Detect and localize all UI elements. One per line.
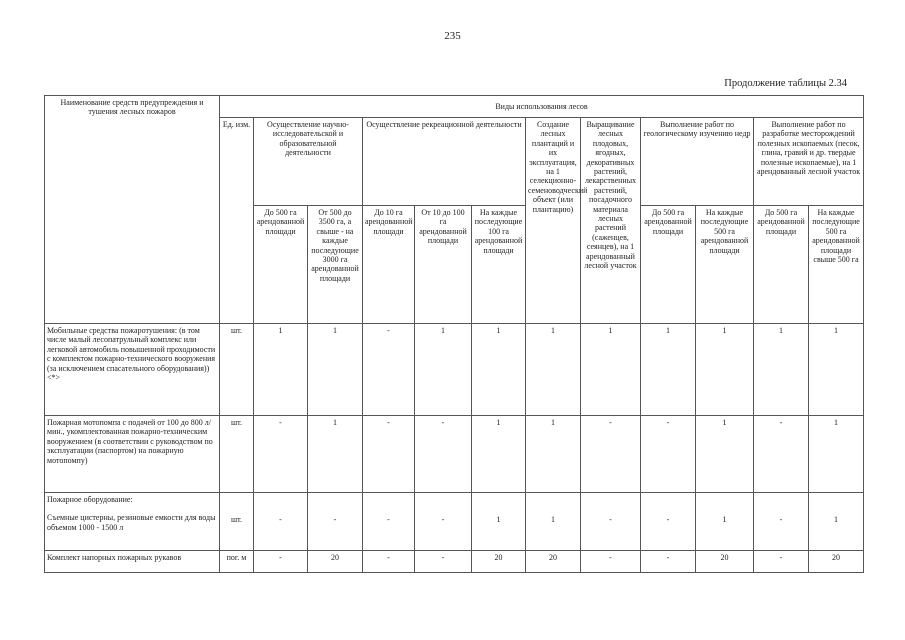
row-name: Пожарная мотопомпа с подачей от 100 до 800 л/мин., укомплектованная пожарно-техническим вооружением (в соответствии с руководством по эксплуатации (паспортом) на пожарную мотопомпу) (45, 416, 220, 493)
row-value: - (415, 551, 472, 573)
row-value: 20 (809, 551, 864, 573)
header-geology: Выполнение работ по геологическому изучению недр (641, 118, 754, 206)
subheader-recreation-3: На каждые последующие 100 га арендованной площади (472, 206, 526, 324)
row-value: 20 (696, 551, 754, 573)
header-cultivation: Выращивание лесных плодовых, ягодных, декоративных растений, лекарственных растений, посадочного материала лесных растений (саженцев, сеянцев), на 1 арендованный лесной участок (581, 118, 641, 324)
row-value: 1 (641, 324, 696, 416)
row-value: 20 (472, 551, 526, 573)
subheader-science-1: До 500 га арендованной площади (254, 206, 308, 324)
row-value: 20 (526, 551, 581, 573)
row-value: - (363, 324, 415, 416)
subheader-geology-2: На каждые последующие 500 га арендованной площади (696, 206, 754, 324)
row-value: 1 (526, 416, 581, 493)
row-item-name: Съемные цистерны, резиновые емкости для воды объемом 1000 - 1500 л (47, 513, 216, 532)
row-unit: пог. м (220, 551, 254, 573)
row-value: - (581, 416, 641, 493)
header-deposits: Выполнение работ по разработке месторождений полезных ископаемых (песок, глина, гравий и др. твердые полезные ископаемые), на 1 арендованный лесной участок (754, 118, 864, 206)
row-value: 1 (696, 324, 754, 416)
row-value: - (254, 416, 308, 493)
row-value: - (415, 416, 472, 493)
row-value: 1 (526, 324, 581, 416)
table-continuation-label: Продолжение таблицы 2.34 (724, 78, 847, 89)
row-value: - (363, 551, 415, 573)
row-value: - (363, 493, 415, 551)
header-recreation: Осуществление рекреационной деятельности (363, 118, 526, 206)
row-value: - (581, 493, 641, 551)
row-value: 1 (696, 493, 754, 551)
subheader-science-2: От 500 до 3500 га, а свыше - на каждые последующие 3000 га арендованной площади (308, 206, 363, 324)
row-value: - (581, 551, 641, 573)
row-value: 20 (308, 551, 363, 573)
header-name-column: Наименование средств предупреждения и тушения лесных пожаров (45, 96, 220, 324)
row-value: 1 (415, 324, 472, 416)
header-unit: Ед. изм. (220, 118, 254, 324)
header-plantations: Создание лесных плантаций и их эксплуатация, на 1 селекционно-семеноводческий объект (или плантацию) (526, 118, 581, 324)
subheader-recreation-1: До 10 га арендованной площади (363, 206, 415, 324)
row-value: 1 (809, 324, 864, 416)
row-value: - (641, 551, 696, 573)
row-value: - (641, 416, 696, 493)
row-value: - (415, 493, 472, 551)
table-row (45, 551, 864, 573)
row-value: 1 (809, 493, 864, 551)
row-value: - (754, 493, 809, 551)
header-science: Осуществление научно-исследовательской и образовательной деятельности (254, 118, 363, 206)
row-value: 1 (472, 324, 526, 416)
row-value: 1 (526, 493, 581, 551)
row-value: - (754, 551, 809, 573)
row-value: 1 (308, 416, 363, 493)
subheader-geology-1: До 500 га арендованной площади (641, 206, 696, 324)
table-row (45, 493, 864, 551)
page-number: 235 (444, 30, 461, 42)
table-row (45, 416, 864, 493)
row-value: - (254, 493, 308, 551)
row-unit: шт. (220, 324, 254, 416)
row-value: 1 (308, 324, 363, 416)
row-value: 1 (809, 416, 864, 493)
row-unit: шт. (220, 493, 254, 551)
row-name: Мобильные средства пожаротушения: (в том числе малый лесопатрульный комплекс или легковой автомобиль повышенной проходимости с комплектом пожарно-технического вооружения (за исключением спасательного оборудования)) <*> (45, 324, 220, 416)
row-value: 1 (472, 493, 526, 551)
row-value: - (254, 551, 308, 573)
fire-equipment-table (44, 95, 864, 573)
row-value: - (308, 493, 363, 551)
subheader-recreation-2: От 10 до 100 га арендованной площади (415, 206, 472, 324)
subheader-deposits-1: До 500 га арендованной площади (754, 206, 809, 324)
row-value: 1 (696, 416, 754, 493)
row-name (45, 493, 220, 551)
row-value: 1 (754, 324, 809, 416)
header-land-use-group: Виды использования лесов (220, 96, 864, 118)
row-value: - (754, 416, 809, 493)
row-unit: шт. (220, 416, 254, 493)
row-value: 1 (581, 324, 641, 416)
row-value: - (641, 493, 696, 551)
row-value: 1 (254, 324, 308, 416)
table-row (45, 324, 864, 416)
subheader-deposits-2: На каждые последующие 500 га арендованной площади свыше 500 га (809, 206, 864, 324)
row-value: 1 (472, 416, 526, 493)
row-value: - (363, 416, 415, 493)
row-name: Комплект напорных пожарных рукавов (45, 551, 220, 573)
row-section-title: Пожарное оборудование: (47, 495, 133, 504)
